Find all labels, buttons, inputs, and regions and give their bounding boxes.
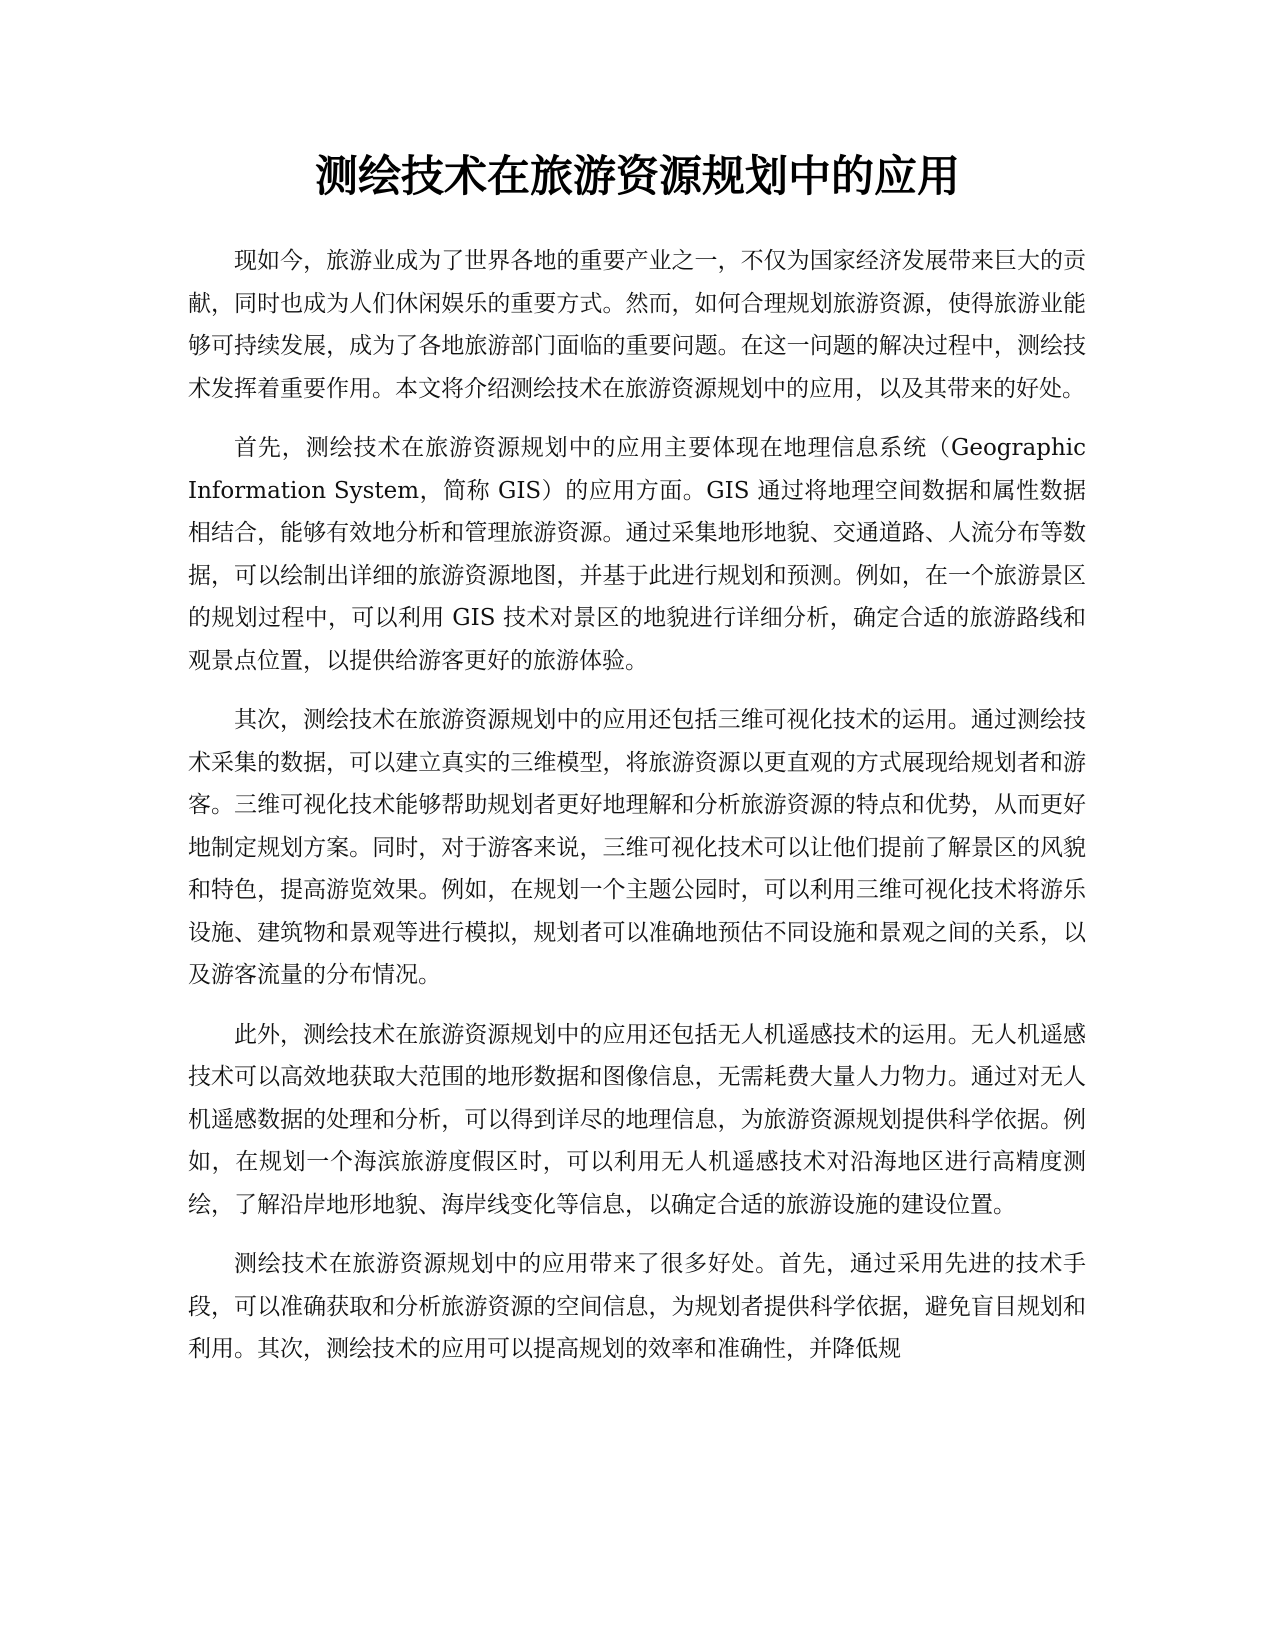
paragraph-5: 测绘技术在旅游资源规划中的应用带来了很多好处。首先，通过采用先进的技术手段，可以准确获取和分析旅游资源的空间信息，为规划者提供科学依据，避免盲目规划和利用。其次，测绘技术的应用可以提高规划的效率和准确性，并降低规 xyxy=(188,1251,1086,1362)
document-title: 测绘技术在旅游资源规划中的应用 xyxy=(315,152,960,202)
paragraph-1: 现如今，旅游业成为了世界各地的重要产业之一，不仅为国家经济发展带来巨大的贡献，同时也成为人们休闲娱乐的重要方式。然而，如何合理规划旅游资源，使得旅游业能够可持续发展，成为了各地旅游部门面临的重要问题。在这一问题的解决过程中，测绘技术发挥着重要作用。本文将介绍测绘技术在旅游资源规划中的应用，以及其带来的好处。 xyxy=(188,248,1086,402)
paragraph-2: 首先，测绘技术在旅游资源规划中的应用主要体现在地理信息系统（Geographic Information System，简称 GIS）的应用方面。GIS 通过将地理空间数据和属性数据相结合，能够有效地分析和管理旅游资源。通过采集地形地貌、交通道路、人流分布等数据，可以绘制出详细的旅游资源地图，并基于此进行规划和预测。例如，在一个旅游景区的规划过程中，可以利用 GIS 技术对景区的地貌进行详细分析，确定合适的旅游路线和观景点位置，以提供给游客更好的旅游体验。 xyxy=(188,435,1086,674)
paragraph-4: 此外，测绘技术在旅游资源规划中的应用还包括无人机遥感技术的运用。无人机遥感技术可以高效地获取大范围的地形数据和图像信息，无需耗费大量人力物力。通过对无人机遥感数据的处理和分析，可以得到详尽的地理信息，为旅游资源规划提供科学依据。例如，在规划一个海滨旅游度假区时，可以利用无人机遥感技术对沿海地区进行高精度测绘，了解沿岸地形地貌、海岸线变化等信息，以确定合适的旅游设施的建设位置。 xyxy=(188,1021,1086,1218)
document-body xyxy=(188,240,1086,1388)
paragraph-3: 其次，测绘技术在旅游资源规划中的应用还包括三维可视化技术的运用。通过测绘技术采集的数据，可以建立真实的三维模型，将旅游资源以更直观的方式展现给规划者和游客。三维可视化技术能够帮助规划者更好地理解和分析旅游资源的特点和优势，从而更好地制定规划方案。同时，对于游客来说，三维可视化技术可以让他们提前了解景区的风貌和特色，提高游览效果。例如，在规划一个主题公园时，可以利用三维可视化技术将游乐设施、建筑物和景观等进行模拟，规划者可以准确地预估不同设施和景观之间的关系，以及游客流量的分布情况。 xyxy=(188,707,1086,988)
